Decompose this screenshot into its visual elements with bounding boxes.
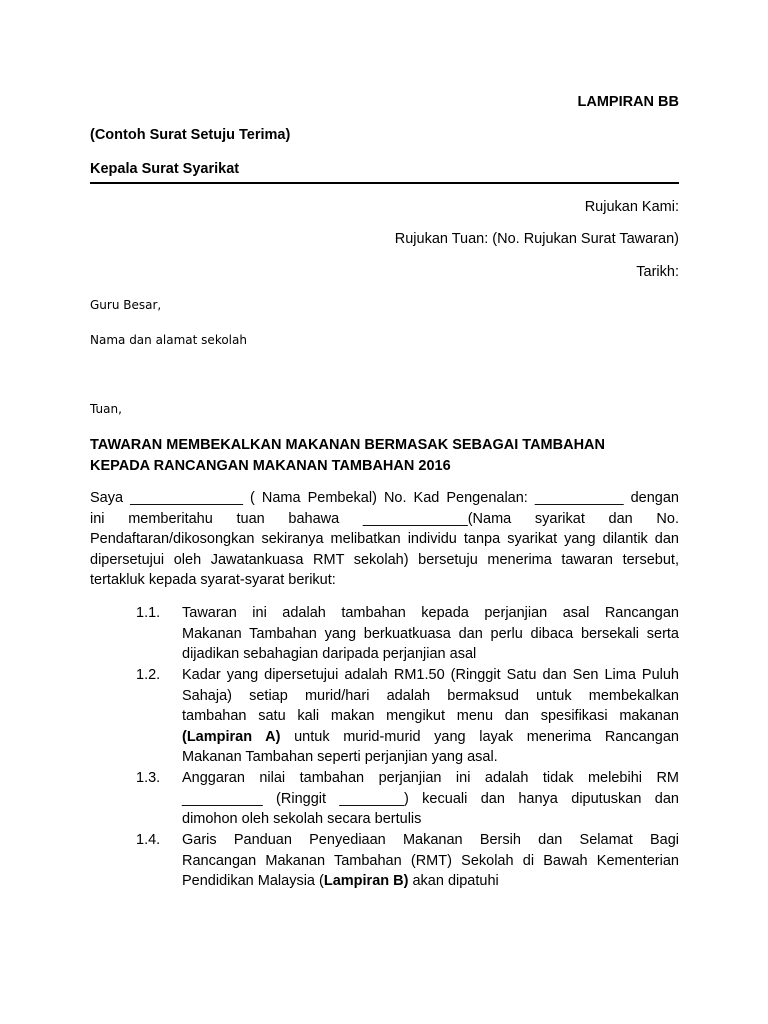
item-text: Anggaran nilai tambahan perjanjian ini adalah tidak melebihi RM __________ (Ringgit ________) kecuali dan hanya diputuskan dan dimohon oleh sekolah secara bertulis — [182, 770, 679, 827]
header-divider — [90, 182, 679, 184]
recipient-title: Guru Besar, — [90, 298, 162, 312]
item-text: Kadar yang dipersetujui adalah RM1.50 (Ringgit Satu dan Sen Lima Puluh Sahaja) setiap murid/hari adalah bermaksud untuk membekalkan tambahan satu kali makan mengikut menu dan spesifikasi makanan (Lampiran A) untuk murid-murid yang layak menerima Rancangan Makanan Tambahan seperti perjanjian yang asal. — [182, 667, 679, 765]
item-number: 1.3. — [136, 770, 161, 786]
recipient-address: Nama dan alamat sekolah — [90, 333, 247, 347]
rujukan-kami: Rujukan Kami: — [584, 199, 679, 215]
contoh-label: (Contoh Surat Setuju Terima) — [90, 127, 291, 143]
item-text: Garis Panduan Penyediaan Makanan Bersih dan Selamat Bagi Rancangan Makanan Tambahan (RMT) Sekolah di Bawah Kementerian Pendidikan Malaysia (Lampiran B) akan dipatuhi — [182, 832, 679, 889]
body-line: Pendaftaran/dikosongkan sekiranya melibatkan individu tanpa syarikat yang dilantik dan — [90, 531, 679, 547]
lampiran-a-ref: (Lampiran A) — [182, 728, 281, 745]
lampiran-label: LAMPIRAN BB — [577, 94, 679, 110]
item-number: 1.1. — [136, 605, 161, 621]
item-text: Tawaran ini adalah tambahan kepada perjanjian asal Rancangan Makanan Tambahan yang berkuatkuasa dan perlu dibaca bersekali serta dijadikan sebahagian daripada perjanjian asal — [182, 605, 679, 662]
tarikh: Tarikh: — [636, 264, 679, 280]
body-line: dipersetujui oleh Jawatankuasa RMT sekolah) bersetuju menerima tawaran tersebut, — [90, 551, 679, 568]
body-paragraph — [90, 488, 679, 591]
body-line: ini memberitahu tuan bahawa _____________(Nama syarikat dan No. — [90, 510, 679, 527]
body-line: Saya ______________ ( Nama Pembekal) No. Kad Pengenalan: ___________ dengan — [90, 490, 679, 506]
rujukan-tuan: Rujukan Tuan: (No. Rujukan Surat Tawaran) — [394, 231, 679, 247]
salutation: Tuan, — [90, 402, 122, 416]
lampiran-b-ref: Lampiran B) — [323, 873, 409, 889]
item-number: 1.4. — [136, 832, 161, 848]
subject-line-2: KEPADA RANCANGAN MAKANAN TAMBAHAN 2016 — [90, 458, 451, 474]
body-line: tertakluk kepada syarat-syarat berikut: — [90, 572, 336, 588]
kepala-surat-label: Kepala Surat Syarikat — [90, 161, 240, 177]
item-number: 1.2. — [136, 667, 161, 683]
subject-line-1: TAWARAN MEMBEKALKAN MAKANAN BERMASAK SEBAGAI TAMBAHAN — [90, 437, 605, 453]
